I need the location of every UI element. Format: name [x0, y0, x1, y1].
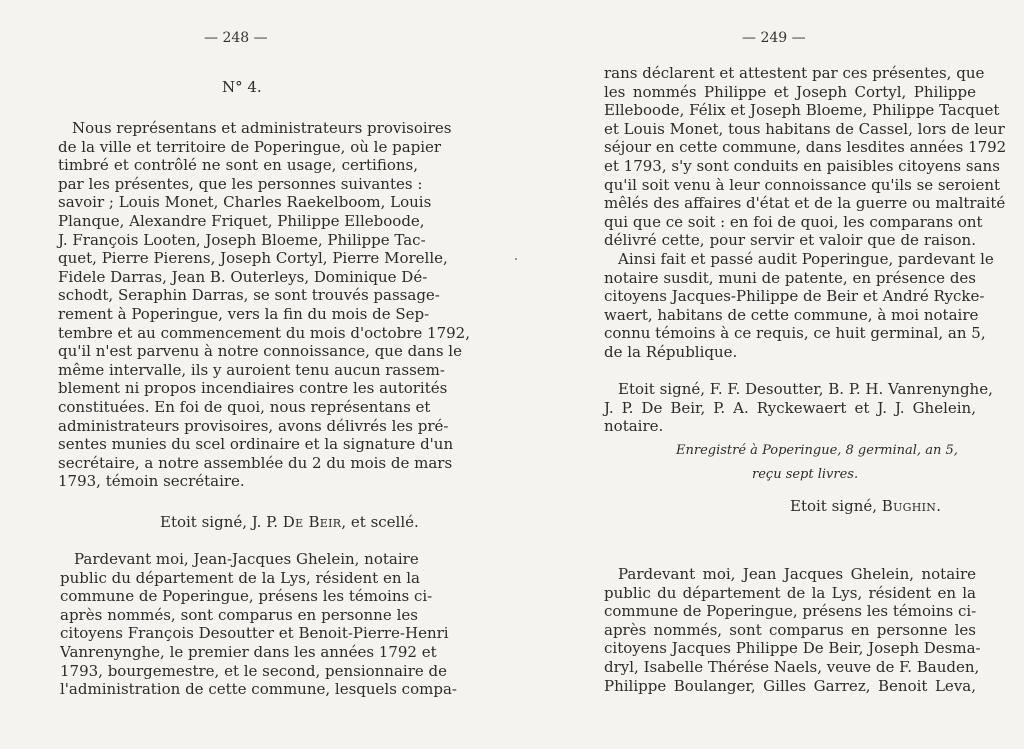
text-line: J. P. De Beir, P. A. Ryckewaert et J. J. Ghelein,	[604, 398, 976, 417]
left-paragraph-2	[60, 550, 457, 699]
text-line: rans déclarent et attestent par ces présentes, que	[604, 64, 985, 82]
signature-suffix: , et scellé.	[341, 513, 419, 531]
page-number: — 249 —	[742, 30, 806, 46]
signature-suffix: .	[936, 497, 942, 515]
text-line: quet, Pierre Pierens, Joseph Cortyl, Pierre Morelle,	[58, 249, 448, 268]
text-line: commune de Poperingue, présens les témoins ci-	[604, 602, 977, 621]
text-line: Ainsi fait et passé audit Poperingue, pardevant le	[618, 249, 994, 268]
text-line: citoyens Jacques-Philippe de Beir et André Rycke-	[604, 287, 985, 306]
text-line: Elleboode, Félix et Joseph Bloeme, Philippe Tacquet	[604, 101, 1000, 120]
text-line: waert, habitans de cette commune, à moi notaire	[604, 305, 979, 324]
text-line: constituées. En foi de quoi, nous représentans et	[58, 397, 431, 416]
text-line: secrétaire, a notre assemblée du 2 du mois de mars	[58, 453, 453, 472]
text-line: même intervalle, ils y auroient tenu aucun rassem-	[58, 360, 445, 379]
text-line: qu'il soit venu à leur connoissance qu'ils se seroient	[604, 175, 1001, 194]
registration-line-2: reçu sept livres.	[752, 467, 859, 482]
text-line: qui que ce soit : en foi de quoi, les comparans ont	[604, 212, 983, 231]
text-line: et Louis Monet, tous habitans de Cassel, lors de leur	[604, 119, 1005, 138]
text-line: par les présentes, que les personnes suivantes :	[58, 174, 423, 193]
text-line: blement ni propos incendiaires contre les autorités	[58, 379, 448, 398]
text-line: Fidele Darras, Jean B. Outerleys, Dominique Dé-	[58, 267, 428, 286]
text-line: notaire susdit, muni de patente, en présence des	[604, 268, 976, 287]
text-line: public du département de la Lys, résident en la	[60, 568, 420, 587]
text-line: rement à Poperingue, vers la fin du mois de Sep-	[58, 304, 430, 323]
text-line: 1793, témoin secrétaire.	[58, 472, 245, 491]
registration-line-1: Enregistré à Poperingue, 8 germinal, an 5,	[676, 443, 958, 458]
text-line: Nous représentans et administrateurs provisoires	[72, 119, 452, 137]
text-line: savoir ; Louis Monet, Charles Raekelboom, Louis	[58, 193, 432, 212]
text-line: dryl, Isabelle Thérése Naels, veuve de F. Bauden,	[604, 657, 980, 676]
text-line: après nommés, sont comparus en personne les	[60, 605, 418, 624]
text-line: Planque, Alexandre Friquet, Philippe Elleboode,	[58, 211, 425, 230]
text-line: délivré cette, pour servir et valoir que de raison.	[604, 231, 976, 250]
text-line: 1793, bourgemestre, et le second, pensionnaire de	[60, 661, 448, 680]
text-line: citoyens Jacques Philippe De Beir, Joseph Desma-	[604, 639, 981, 658]
text-line: public du département de la Lys, résident en la	[604, 583, 976, 602]
text-line: de la ville et territoire de Poperingue, où le papier	[58, 137, 442, 156]
signature-name: Bughin	[881, 497, 937, 515]
text-line: J. François Looten, Joseph Bloeme, Philippe Tac-	[58, 230, 426, 249]
text-line: sentes munies du scel ordinaire et la signature d'un	[58, 435, 454, 454]
text-line: Pardevant moi, Jean-Jacques Ghelein, notaire	[74, 550, 419, 568]
text-line: notaire.	[604, 417, 664, 436]
text-line: l'administration de cette commune, lesquels compa-	[60, 680, 457, 699]
text-line: Pardevant moi, Jean Jacques Ghelein, notaire	[618, 565, 976, 583]
text-line: schodt, Seraphin Darras, se sont trouvés passage-	[58, 286, 440, 305]
text-line: citoyens François Desoutter et Benoit-Pierre-Henri	[60, 624, 449, 643]
signature-prefix: Etoit signé,	[790, 497, 882, 515]
text-line: qu'il n'est parvenu à notre connoissance, que dans le	[58, 342, 462, 361]
text-line: de la République.	[604, 342, 738, 361]
signature-block	[604, 380, 993, 436]
text-line: après nommés, sont comparus en personne les	[604, 620, 976, 639]
signature-line	[160, 513, 419, 532]
text-line: mêlés des affaires d'état et de la guerre ou maltraité	[604, 194, 1006, 213]
text-line: tembre et au commencement du mois d'octobre 1792,	[58, 323, 470, 342]
document-number: N° 4.	[222, 78, 262, 96]
text-line: timbré et contrôlé ne sont en usage, certifions,	[58, 156, 418, 175]
text-line: séjour en cette commune, dans lesdites années 1792	[604, 138, 1007, 157]
right-paragraph-1	[604, 64, 1007, 362]
text-line: Vanrenynghe, le premier dans les années 1792 et	[60, 642, 437, 661]
text-line: commune de Poperingue, présens les témoins ci-	[60, 587, 433, 606]
right-page	[512, 0, 1024, 749]
signature-prefix: Etoit signé, J. P.	[160, 513, 283, 531]
text-line: Etoit signé, F. F. Desoutter, B. P. H. Vanrenynghe,	[618, 380, 993, 398]
text-line: les nommés Philippe et Joseph Cortyl, Philippe	[604, 82, 976, 101]
right-paragraph-2	[604, 565, 981, 695]
text-line: et 1793, s'y sont conduits en paisibles citoyens sans	[604, 156, 1000, 175]
left-paragraph-1	[58, 119, 470, 491]
signature-line	[790, 497, 941, 516]
text-line: connu témoins à ce requis, ce huit germinal, an 5,	[604, 324, 986, 343]
signature-name: De Beir	[282, 513, 342, 531]
text-line: Philippe Boulanger, Gilles Garrez, Benoit Leva,	[604, 676, 976, 695]
page-number: — 248 —	[204, 30, 268, 46]
text-line: administrateurs provisoires, avons délivrés les pré-	[58, 416, 449, 435]
